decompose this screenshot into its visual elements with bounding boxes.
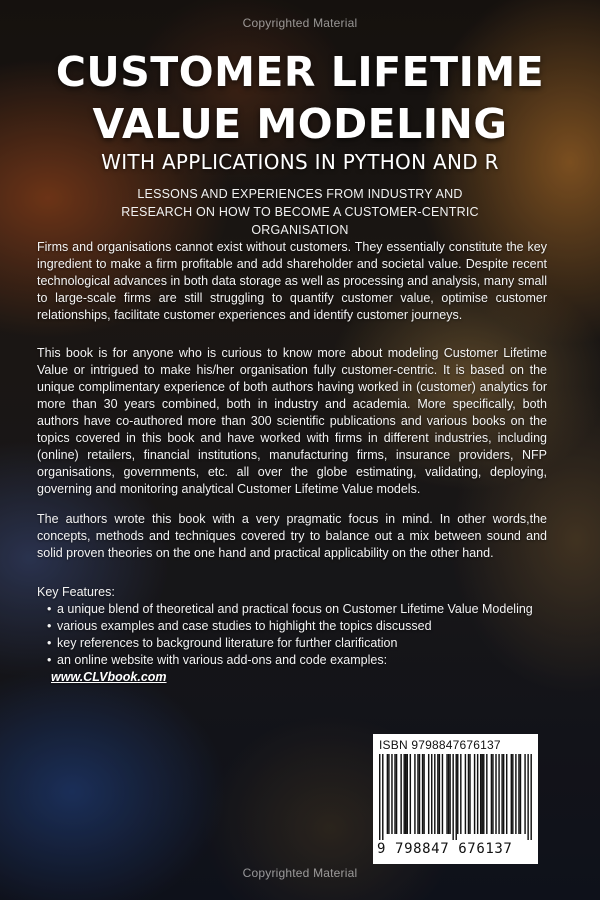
- watermark-top: Copyrighted Material: [242, 16, 358, 30]
- barcode-bar: [437, 754, 438, 834]
- barcode-bar: [457, 754, 458, 834]
- bullet-icon: •: [47, 636, 52, 650]
- barcode-bar: [394, 754, 395, 834]
- key-features-section: [37, 584, 547, 686]
- barcode-bar: [391, 754, 392, 834]
- barcode-digits: 9 798847 676137: [377, 841, 513, 857]
- list-item: [47, 618, 547, 635]
- barcode-bar: [480, 754, 481, 834]
- barcode-bar: [448, 754, 449, 834]
- list-item: [47, 652, 547, 669]
- barcode-bar: [477, 754, 478, 834]
- feature-text: an online website with various add-ons and code examples:: [57, 653, 388, 667]
- key-features-list: [37, 601, 547, 669]
- watermark-bottom: Copyrighted Material: [242, 866, 358, 880]
- barcode-bar: [446, 754, 447, 834]
- list-item: [47, 635, 547, 652]
- isbn-label: ISBN 9798847676137: [379, 738, 501, 752]
- barcode-bar: [382, 754, 383, 840]
- barcode-bar: [460, 754, 461, 834]
- barcode-bar: [452, 754, 453, 840]
- barcode-bar: [400, 754, 401, 834]
- barcode-bar: [492, 754, 493, 834]
- barcode-bar: [403, 754, 404, 834]
- barcode-bar: [388, 754, 389, 834]
- barcode-bar: [474, 754, 475, 834]
- list-item: [47, 601, 547, 618]
- barcode-bar: [483, 754, 484, 834]
- barcode-bar: [486, 754, 487, 834]
- audience-paragraph: This book is for anyone who is curious to know more about modeling Customer Lifetime Value or intrigued to make his/her organisation fully customer-centric. It is based on the unique complimentary experience of both authors having worked in (customer) analytics for more than 30 years combined, both in industry and academia. More specifically, both authors have co-authored more than 300 scientific publications and various books on the topics covered in this book and have worked with firms in different industries, including (online) retailers, financial institutions, manufacturing firms, insurance providers, NFP organisations, governments, etc. all over the globe estimating, validating, deploying, governing and monitoring analytical Customer Lifetime Value models.: [37, 346, 547, 496]
- barcode-bar: [469, 754, 470, 834]
- barcode-bar: [530, 754, 531, 840]
- barcode-bar: [506, 754, 507, 834]
- website-link[interactable]: www.CLVbook.com: [51, 670, 167, 684]
- barcode-bar: [422, 754, 423, 834]
- barcode-bar: [405, 754, 406, 834]
- barcode-bar: [379, 754, 380, 840]
- barcode-bar: [439, 754, 440, 834]
- barcode-bar: [515, 754, 516, 834]
- barcode-bar: [468, 754, 469, 834]
- isbn-barcode: [373, 734, 538, 864]
- barcode-bar: [520, 754, 521, 834]
- barcode-bars: [379, 754, 532, 840]
- barcode-bar: [423, 754, 424, 834]
- barcode-bar: [503, 754, 504, 834]
- barcode-bar: [417, 754, 418, 834]
- approach-paragraph: The authors wrote this book with a very pragmatic focus in mind. In other words,the concepts, methods and techniques covered try to balance out a mix between sound and solid proven theories on the one hand and practical applicability on the other hand.: [37, 512, 547, 560]
- barcode-bar: [482, 754, 483, 834]
- barcode-bar: [442, 754, 443, 834]
- barcode-bar: [524, 754, 525, 834]
- title-line-2: VALUE MODELING: [92, 100, 508, 148]
- feature-text: various examples and case studies to highlight the topics discussed: [57, 619, 432, 633]
- barcode-bar: [431, 754, 432, 834]
- barcode-bar: [456, 754, 457, 840]
- barcode-bar: [495, 754, 496, 834]
- barcode-bar: [387, 754, 388, 834]
- subtitle: WITH APPLICATIONS IN PYTHON AND R: [101, 150, 499, 174]
- barcode-bar: [501, 754, 502, 834]
- barcode-bar: [407, 754, 408, 834]
- barcode-bar: [465, 754, 466, 834]
- barcode-bar: [518, 754, 519, 834]
- key-features-heading: Key Features:: [37, 585, 115, 599]
- tagline: LESSONS AND EXPERIENCES FROM INDUSTRY AND RESEARCH ON HOW TO BECOME A CUSTOMER-CENTRIC ORGANISATION: [121, 187, 479, 237]
- barcode-bar: [396, 754, 397, 834]
- intro-paragraph: Firms and organisations cannot exist without customers. They essentially constitute the key ingredient to make a firm profitable and add shareholder and societal value. Despite recent technological advances in both data storage as well as processing and analysis, many small to large-scale firms are still struggling to quantify customer value, optimise customer relationships, facilitate customer experiences and identify customer journeys.: [37, 240, 547, 322]
- title-line-1: CUSTOMER LIFETIME: [55, 48, 545, 96]
- barcode-bar: [491, 754, 492, 834]
- barcode-bar: [511, 754, 512, 834]
- bullet-icon: •: [47, 619, 52, 633]
- barcode-bar: [527, 754, 528, 840]
- barcode-bar: [410, 754, 411, 834]
- barcode-bar: [434, 754, 435, 834]
- barcode-bar: [512, 754, 513, 834]
- barcode-bar: [498, 754, 499, 834]
- bullet-icon: •: [47, 602, 52, 616]
- barcode-bar: [428, 754, 429, 834]
- feature-text: a unique blend of theoretical and practical focus on Customer Lifetime Value Modeling: [57, 602, 533, 616]
- feature-text: key references to background literature for further clarification: [57, 636, 398, 650]
- barcode-bar: [414, 754, 415, 834]
- barcode-bar: [419, 754, 420, 834]
- barcode-bar: [449, 754, 450, 834]
- bullet-icon: •: [47, 653, 52, 667]
